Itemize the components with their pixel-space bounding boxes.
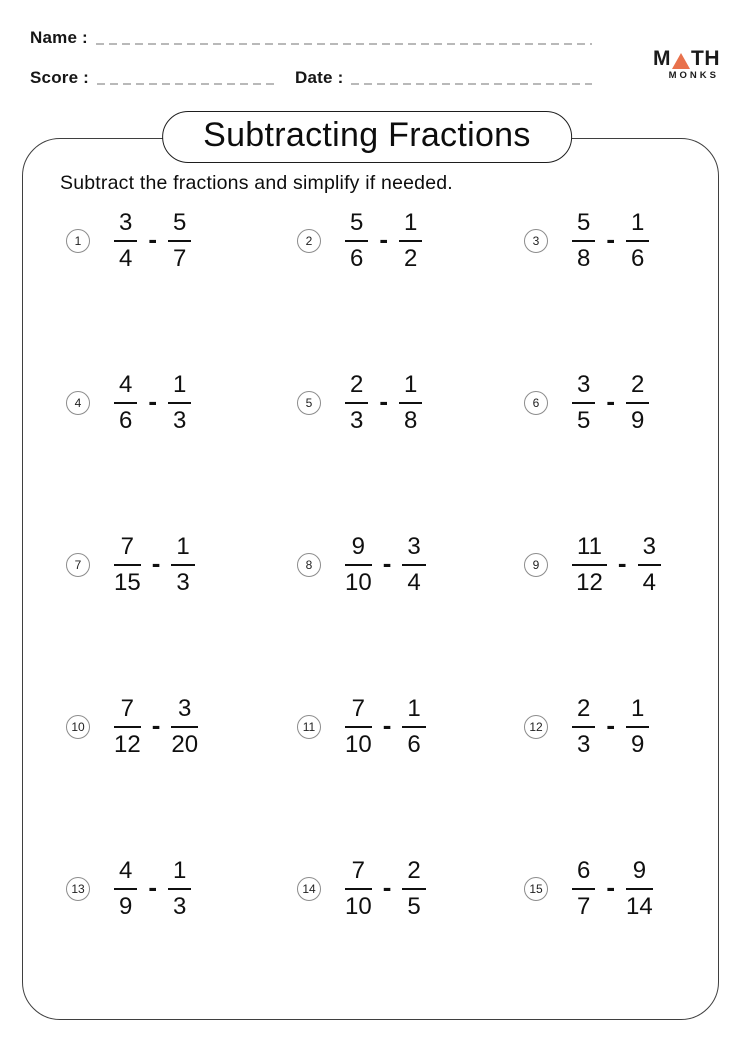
problem-number-badge: 15 xyxy=(524,877,548,901)
problem-item xyxy=(524,210,686,272)
subtrahend-denominator: 5 xyxy=(407,893,421,920)
problem-number-badge: 3 xyxy=(524,229,548,253)
minuend-denominator: 15 xyxy=(114,569,141,596)
minuend-denominator: 8 xyxy=(577,245,591,272)
minuend-numerator: 3 xyxy=(114,209,137,242)
subtrahend-numerator: 1 xyxy=(168,857,191,890)
logo-triangle-icon xyxy=(672,53,690,69)
subtrahend-denominator: 20 xyxy=(171,731,199,758)
minuend-denominator: 9 xyxy=(119,893,133,920)
header xyxy=(30,24,592,88)
fraction-subtrahend xyxy=(402,857,425,920)
problem-number-badge: 4 xyxy=(66,391,90,415)
fraction-minuend xyxy=(345,371,368,434)
score-field-line xyxy=(97,83,277,85)
problem-number-badge: 2 xyxy=(297,229,321,253)
subtrahend-numerator: 3 xyxy=(171,695,198,728)
fraction-minuend xyxy=(114,857,137,920)
minuend-denominator: 12 xyxy=(114,731,141,758)
minus-operator: - xyxy=(606,385,616,416)
minus-operator: - xyxy=(382,871,392,902)
subtrahend-denominator: 3 xyxy=(176,569,190,596)
minus-operator: - xyxy=(379,385,389,416)
score-date-row xyxy=(30,64,592,88)
minus-operator: - xyxy=(148,223,158,254)
fraction-subtrahend xyxy=(168,371,191,434)
problem-number-badge: 7 xyxy=(66,553,90,577)
math-monks-logo xyxy=(650,48,720,81)
minus-operator: - xyxy=(151,709,161,740)
minus-operator: - xyxy=(148,385,158,416)
minuend-numerator: 7 xyxy=(114,533,141,566)
subtrahend-numerator: 3 xyxy=(638,533,661,566)
logo-text-th: TH xyxy=(691,47,720,70)
problem-item xyxy=(524,858,686,920)
problem-item xyxy=(66,210,297,272)
minus-operator: - xyxy=(606,709,616,740)
fraction-minuend xyxy=(572,695,595,758)
subtrahend-denominator: 3 xyxy=(173,893,187,920)
minus-operator: - xyxy=(151,547,161,578)
fraction-subtrahend xyxy=(626,371,649,434)
fraction-subtrahend xyxy=(171,533,194,596)
fraction-subtrahend xyxy=(626,857,653,920)
problem-number-badge: 5 xyxy=(297,391,321,415)
subtrahend-numerator: 1 xyxy=(626,209,649,242)
instruction-text: Subtract the fractions and simplify if needed. xyxy=(60,172,453,194)
minuend-numerator: 7 xyxy=(345,695,372,728)
subtrahend-denominator: 6 xyxy=(631,245,645,272)
minuend-numerator: 7 xyxy=(345,857,372,890)
subtrahend-denominator: 8 xyxy=(404,407,418,434)
fraction-subtrahend xyxy=(626,209,649,272)
fraction-minuend xyxy=(345,209,368,272)
problem-item xyxy=(66,372,297,434)
fraction-minuend xyxy=(114,533,141,596)
subtrahend-numerator: 1 xyxy=(168,371,191,404)
date-field-line xyxy=(351,83,592,85)
problem-number-badge: 8 xyxy=(297,553,321,577)
subtrahend-denominator: 7 xyxy=(173,245,187,272)
fraction-minuend xyxy=(114,371,137,434)
minuend-denominator: 7 xyxy=(577,893,591,920)
subtrahend-numerator: 5 xyxy=(168,209,191,242)
minuend-numerator: 7 xyxy=(114,695,141,728)
problem-item xyxy=(297,696,524,758)
fraction-minuend xyxy=(572,533,607,596)
minuend-denominator: 6 xyxy=(119,407,133,434)
problem-item xyxy=(66,858,297,920)
subtrahend-denominator: 2 xyxy=(404,245,418,272)
subtrahend-denominator: 6 xyxy=(407,731,421,758)
minuend-numerator: 11 xyxy=(572,533,607,566)
name-label: Name : xyxy=(30,28,88,47)
problems-grid xyxy=(66,210,686,920)
worksheet-title: Subtracting Fractions xyxy=(162,111,572,163)
subtrahend-numerator: 9 xyxy=(626,857,653,890)
problem-item xyxy=(66,534,297,596)
minuend-numerator: 4 xyxy=(114,857,137,890)
fraction-minuend xyxy=(572,371,595,434)
subtrahend-numerator: 2 xyxy=(626,371,649,404)
name-row xyxy=(30,24,592,48)
minus-operator: - xyxy=(148,871,158,902)
score-label: Score : xyxy=(30,68,90,87)
minus-operator: - xyxy=(617,547,627,578)
problem-item xyxy=(524,534,686,596)
subtrahend-numerator: 1 xyxy=(399,209,422,242)
fraction-subtrahend xyxy=(171,695,198,758)
minuend-numerator: 6 xyxy=(572,857,595,890)
subtrahend-denominator: 9 xyxy=(631,407,645,434)
problem-number-badge: 1 xyxy=(66,229,90,253)
minus-operator: - xyxy=(606,223,616,254)
problem-item xyxy=(524,372,686,434)
minuend-denominator: 5 xyxy=(577,407,591,434)
fraction-subtrahend xyxy=(638,533,661,596)
fraction-subtrahend xyxy=(168,209,191,272)
problem-number-badge: 11 xyxy=(297,715,321,739)
fraction-subtrahend xyxy=(168,857,191,920)
subtrahend-denominator: 9 xyxy=(631,731,645,758)
fraction-subtrahend xyxy=(399,371,422,434)
minus-operator: - xyxy=(379,223,389,254)
minuend-numerator: 2 xyxy=(572,695,595,728)
problem-number-badge: 14 xyxy=(297,877,321,901)
subtrahend-numerator: 1 xyxy=(626,695,649,728)
subtrahend-numerator: 3 xyxy=(402,533,425,566)
minuend-numerator: 3 xyxy=(572,371,595,404)
problem-number-badge: 9 xyxy=(524,553,548,577)
minus-operator: - xyxy=(382,547,392,578)
minuend-denominator: 3 xyxy=(577,731,591,758)
minuend-numerator: 4 xyxy=(114,371,137,404)
problem-item xyxy=(297,534,524,596)
minuend-numerator: 2 xyxy=(345,371,368,404)
subtrahend-denominator: 14 xyxy=(626,893,653,920)
date-label: Date : xyxy=(295,68,344,87)
fraction-minuend xyxy=(572,209,595,272)
subtrahend-denominator: 4 xyxy=(642,569,656,596)
problem-number-badge: 13 xyxy=(66,877,90,901)
subtrahend-numerator: 1 xyxy=(171,533,194,566)
minuend-numerator: 9 xyxy=(345,533,372,566)
fraction-minuend xyxy=(345,857,372,920)
logo-wordmark xyxy=(650,48,720,69)
minuend-denominator: 6 xyxy=(350,245,364,272)
fraction-minuend xyxy=(114,209,137,272)
minuend-denominator: 10 xyxy=(345,893,372,920)
subtrahend-numerator: 2 xyxy=(402,857,425,890)
logo-subtext: MONKS xyxy=(668,70,719,81)
problem-item xyxy=(66,696,297,758)
subtrahend-denominator: 4 xyxy=(407,569,421,596)
minuend-denominator: 4 xyxy=(119,245,133,272)
minuend-denominator: 10 xyxy=(345,731,372,758)
fraction-minuend xyxy=(345,533,372,596)
subtrahend-numerator: 1 xyxy=(399,371,422,404)
fraction-subtrahend xyxy=(402,533,425,596)
problem-number-badge: 12 xyxy=(524,715,548,739)
fraction-minuend xyxy=(572,857,595,920)
logo-text-m: M xyxy=(653,47,671,70)
minus-operator: - xyxy=(606,871,616,902)
fraction-subtrahend xyxy=(626,695,649,758)
fraction-subtrahend xyxy=(402,695,425,758)
minuend-denominator: 12 xyxy=(576,569,603,596)
minuend-denominator: 3 xyxy=(350,407,364,434)
fraction-minuend xyxy=(114,695,141,758)
subtrahend-numerator: 1 xyxy=(402,695,425,728)
fraction-minuend xyxy=(345,695,372,758)
problem-item xyxy=(297,372,524,434)
problem-item xyxy=(524,696,686,758)
minus-operator: - xyxy=(382,709,392,740)
minuend-numerator: 5 xyxy=(572,209,595,242)
problem-number-badge: 10 xyxy=(66,715,90,739)
problem-item xyxy=(297,858,524,920)
problem-item xyxy=(297,210,524,272)
problem-number-badge: 6 xyxy=(524,391,548,415)
minuend-numerator: 5 xyxy=(345,209,368,242)
subtrahend-denominator: 3 xyxy=(173,407,187,434)
minuend-denominator: 10 xyxy=(345,569,372,596)
name-field-line xyxy=(96,43,592,45)
fraction-subtrahend xyxy=(399,209,422,272)
